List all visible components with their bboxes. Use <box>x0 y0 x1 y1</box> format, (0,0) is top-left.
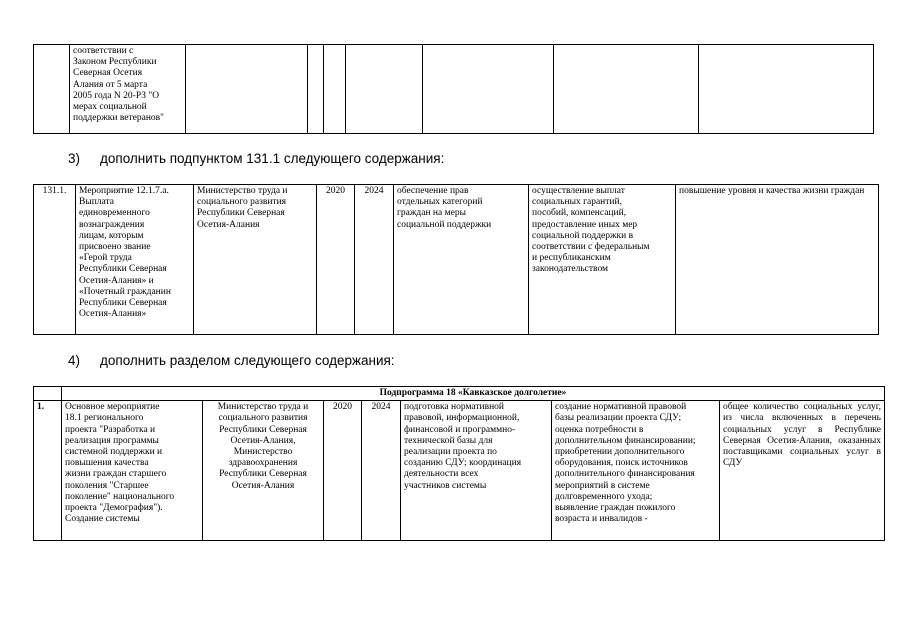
cell-empty <box>423 45 554 134</box>
cell-empty <box>34 387 62 401</box>
cell-number: 131.1. <box>34 185 76 335</box>
cell-result: подготовка нормативной правовой, информационной, финансовой и программно- технической базы для реализации проекта по созданию СДУ; координация деятельности всех участников системы <box>401 401 552 541</box>
cell-empty <box>186 45 308 134</box>
cell-consequence: осуществление выплат социальных гарантий, пособий, компенсаций, предоставление иных мер социальной поддержки в соответствии с федеральным и республиканским законодательством <box>529 185 676 335</box>
subprogram-title: Подпрограмма 18 «Кавказское долголетие» <box>62 387 885 401</box>
cell-law-text: соответствии с Законом Республики Северная Осетия Алания от 5 марта 2005 года N 20-РЗ "О мерах социальной поддержки ветеранов" <box>70 45 186 134</box>
cell-year-end: 2024 <box>355 185 394 335</box>
cell-executor: Министерство труда и социального развития Республики Северная Осетия-Алания <box>194 185 317 335</box>
cell-event: Основное мероприятие 18.1 регионального проекта "Разработка и реализация программы системной поддержки и повышения качества жизни граждан старшего поколения "Старшее поколение" национального проекта "Демография"). Создание системы <box>62 401 203 541</box>
cell-year-end: 2024 <box>362 401 401 541</box>
cell-year-start: 2020 <box>324 401 362 541</box>
cell-executor: Министерство труда и социального развития Республики Северная Осетия-Алания, Министерство здравоохранения Республики Северная Осетия-Алания <box>203 401 324 541</box>
cell-indicator: общее количество социальных услуг, из числа включенных в перечень социальных услуг в Республике Северная Осетия-Алания, оказанных поставщиками социальных услуг в СДУ <box>720 401 885 541</box>
cell-event: Мероприятие 12.1.7.а. Выплата единовременного вознаграждения лицам, которым присвоено звание «Герой труда Республики Северная Осетия-Алания» и «Почетный гражданин Республики Северная Осетия-Алания» <box>76 185 194 335</box>
cell-result: обеспечение прав отдельных категорий граждан на меры социальной поддержки <box>394 185 529 335</box>
cell-empty <box>324 45 346 134</box>
heading-number: 4) <box>68 353 81 368</box>
heading-number: 3) <box>68 151 81 166</box>
cell-empty <box>308 45 324 134</box>
cell-empty <box>346 45 423 134</box>
cell-consequence: создание нормативной правовой базы реализации проекта СДУ; оценка потребности в дополнительном финансировании; приобретении дополнительного оборудования, поиск источников дополнительного финансирования мероприятий в системе долговременного ухода; выявление граждан пожилого возраста и инвалидов - <box>552 401 720 541</box>
cell-empty <box>34 45 70 134</box>
table-subprogram-18 <box>33 386 885 541</box>
cell-empty <box>699 45 874 134</box>
cell-number: 1. <box>34 401 62 541</box>
heading-item-3 <box>68 151 444 166</box>
table-item-131-1 <box>33 184 879 335</box>
cell-indicator: повышение уровня и качества жизни граждан <box>676 185 879 335</box>
cell-empty <box>554 45 699 134</box>
heading-text: дополнить подпунктом 131.1 следующего содержания: <box>100 151 445 166</box>
heading-item-4 <box>68 353 395 368</box>
cell-year-start: 2020 <box>317 185 355 335</box>
heading-text: дополнить разделом следующего содержания: <box>100 353 395 368</box>
table-top <box>33 44 874 134</box>
